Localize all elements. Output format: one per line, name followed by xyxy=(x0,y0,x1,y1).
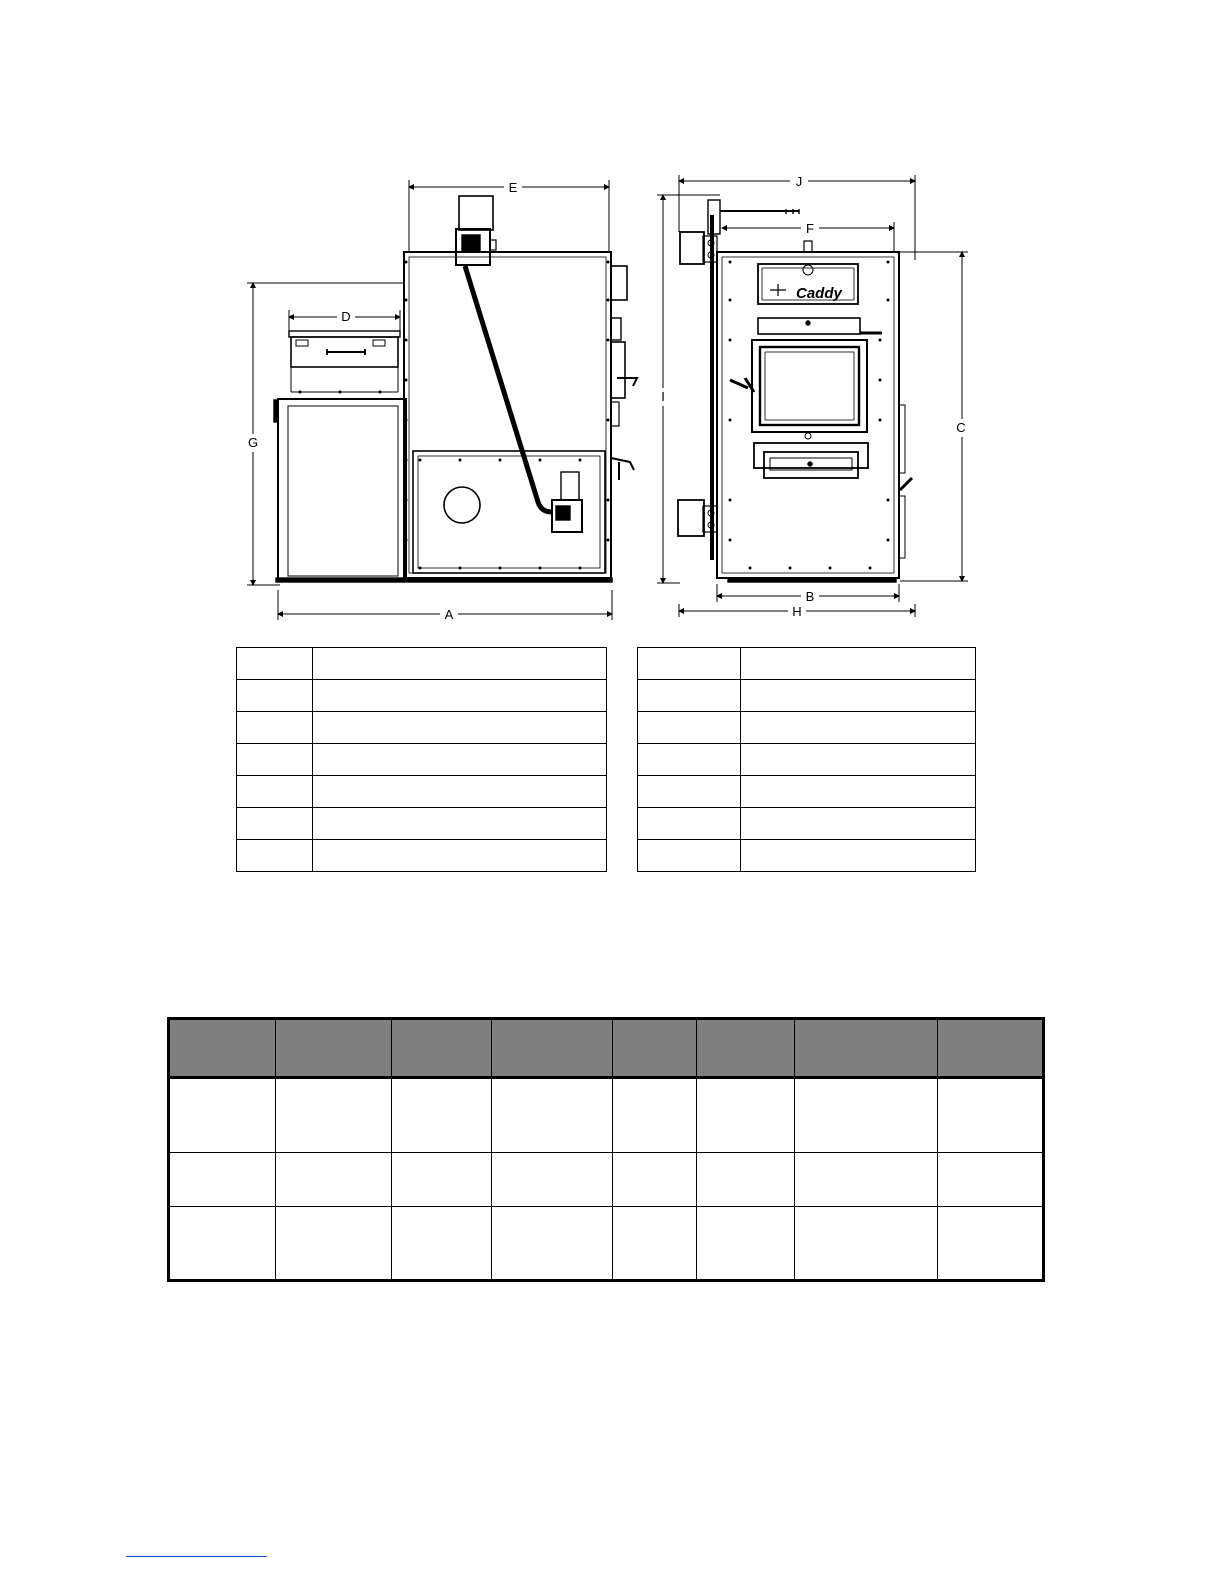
table-cell xyxy=(313,840,607,872)
table-cell xyxy=(794,1207,938,1281)
table-cell xyxy=(741,808,976,840)
table-row xyxy=(169,1078,1044,1153)
table-cell xyxy=(638,776,741,808)
table-cell xyxy=(938,1207,1044,1281)
dimension-label-g: G xyxy=(247,435,259,450)
table-cell xyxy=(697,1078,795,1153)
table-cell xyxy=(638,680,741,712)
specification-table xyxy=(167,1017,1045,1282)
table-cell xyxy=(613,1153,697,1207)
table-cell xyxy=(638,808,741,840)
table-row xyxy=(237,776,607,808)
table-cell xyxy=(613,1078,697,1153)
table-cell xyxy=(237,776,313,808)
table-cell xyxy=(741,648,976,680)
table-cell xyxy=(313,712,607,744)
table-row xyxy=(638,680,976,712)
table-cell xyxy=(237,680,313,712)
table-row xyxy=(169,1153,1044,1207)
table-cell xyxy=(938,1078,1044,1153)
table-row xyxy=(638,840,976,872)
table-cell xyxy=(491,1078,613,1153)
front-view xyxy=(678,200,912,582)
table-cell xyxy=(741,776,976,808)
table-cell xyxy=(237,744,313,776)
table-row xyxy=(237,808,607,840)
table-cell xyxy=(697,1207,795,1281)
table-cell xyxy=(697,1153,795,1207)
table-row xyxy=(638,776,976,808)
table-cell xyxy=(741,680,976,712)
side-view xyxy=(274,196,637,582)
dimension-label-d: D xyxy=(341,309,351,324)
table-header-cell xyxy=(697,1019,795,1078)
dimension-label-c: C xyxy=(956,420,966,435)
table-row xyxy=(638,712,976,744)
table-header-cell xyxy=(491,1019,613,1078)
table-cell xyxy=(794,1153,938,1207)
table-cell xyxy=(169,1078,276,1153)
dimension-label-f: F xyxy=(806,221,814,236)
table-cell xyxy=(392,1153,492,1207)
table-header-row xyxy=(169,1019,1044,1078)
furnace-dimension-drawing xyxy=(0,0,1224,640)
table-cell xyxy=(237,712,313,744)
table-header-cell xyxy=(794,1019,938,1078)
table-cell xyxy=(491,1207,613,1281)
dimension-table-right xyxy=(637,647,976,872)
table-cell xyxy=(313,808,607,840)
table-cell xyxy=(313,680,607,712)
table-cell xyxy=(275,1153,392,1207)
table-header-cell xyxy=(275,1019,392,1078)
table-cell xyxy=(613,1207,697,1281)
table-row xyxy=(638,744,976,776)
table-cell xyxy=(237,648,313,680)
table-cell xyxy=(313,776,607,808)
table-cell xyxy=(638,712,741,744)
table-row xyxy=(638,648,976,680)
table-cell xyxy=(275,1207,392,1281)
dimension-label-j: J xyxy=(795,174,803,189)
table-cell xyxy=(741,744,976,776)
table-header-cell xyxy=(392,1019,492,1078)
table-row xyxy=(237,648,607,680)
dimension-label-i: I xyxy=(661,389,665,404)
table-cell xyxy=(638,744,741,776)
dimension-label-b: B xyxy=(805,589,815,604)
dimension-label-e: E xyxy=(508,180,518,195)
table-cell xyxy=(741,840,976,872)
table-header-cell xyxy=(169,1019,276,1078)
dimension-label-a: A xyxy=(444,607,454,622)
table-cell xyxy=(638,840,741,872)
table-cell xyxy=(392,1207,492,1281)
table-header-cell xyxy=(613,1019,697,1078)
table-cell xyxy=(237,840,313,872)
table-row xyxy=(237,712,607,744)
table-header-cell xyxy=(938,1019,1044,1078)
table-cell xyxy=(938,1153,1044,1207)
table-cell xyxy=(237,808,313,840)
table-cell xyxy=(392,1078,492,1153)
table-row xyxy=(237,840,607,872)
table-cell xyxy=(275,1078,392,1153)
table-row xyxy=(237,744,607,776)
table-cell xyxy=(169,1207,276,1281)
dimension-table-left xyxy=(236,647,607,872)
caddy-logo: Caddy xyxy=(796,285,842,302)
table-row xyxy=(638,808,976,840)
table-cell xyxy=(313,648,607,680)
table-cell xyxy=(169,1153,276,1207)
table-row xyxy=(237,680,607,712)
table-cell xyxy=(741,712,976,744)
table-cell xyxy=(313,744,607,776)
table-cell xyxy=(638,648,741,680)
dimension-label-h: H xyxy=(792,604,802,619)
table-cell xyxy=(794,1078,938,1153)
table-cell xyxy=(491,1153,613,1207)
footer-link-underline[interactable] xyxy=(126,1556,267,1557)
table-row xyxy=(169,1207,1044,1281)
